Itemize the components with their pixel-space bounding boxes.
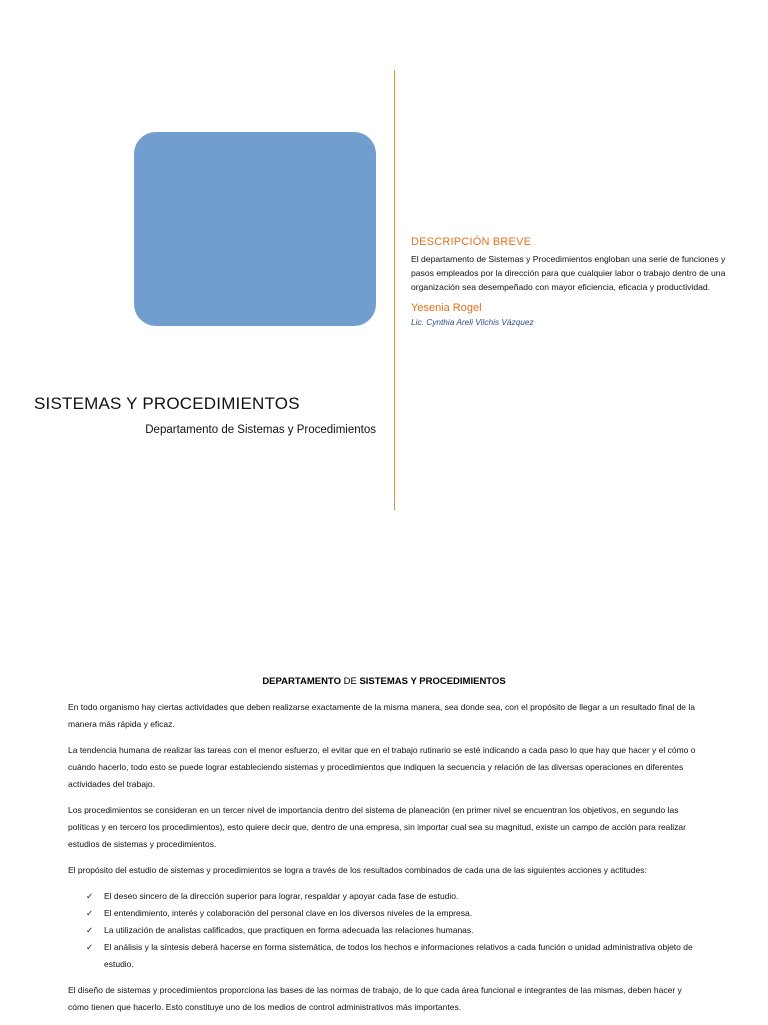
cover-subtitle: Departamento de Sistemas y Procedimientos <box>145 424 376 436</box>
list-item <box>86 905 700 922</box>
bullet-list <box>68 888 700 973</box>
checkmark-icon: ✓ <box>86 908 94 918</box>
cover-image-box <box>134 132 376 326</box>
list-item <box>86 939 700 973</box>
list-item <box>86 888 700 905</box>
checkmark-icon: ✓ <box>86 891 94 901</box>
checkmark-icon: ✓ <box>86 925 94 935</box>
heading-part-2: DE <box>340 676 360 687</box>
description-text: El departamento de Sistemas y Procedimientos engloban una serie de funciones y pasos empleados por la dirección para que cualquier labor o trabajo dentro de una organización sea desempeñado con mayor eficiencia, eficacia y productividad. <box>411 254 726 293</box>
document-body <box>68 699 700 1025</box>
list-item-text: El deseo sincero de la dirección superior para lograr, respaldar y apoyar cada fase de estudio. <box>104 891 459 901</box>
heading-part-3: SISTEMAS Y PROCEDIMIENTOS <box>359 676 506 687</box>
paragraph: Los procedimientos se consideran en un tercer nivel de importancia dentro del sistema de planeación (en primer nivel se encuentran los objetivos, en segundo las políticas y en tercero los procedimientos), esto quiere decir que, dentro de una empresa, sin importar cual sea su magnitud, existe un campo de acción para realizar estudios de sistemas y procedimientos. <box>68 805 686 849</box>
closing-paragraph: El diseño de sistemas y procedimientos proporciona las bases de las normas de trabajo, de lo que cada área funcional e integrantes de las mismas, deben hacer y cómo tienen que hacerlo. Esto constituye uno de los medios de control administrativos más importantes. <box>68 985 682 1012</box>
paragraph: El propósito del estudio de sistemas y procedimientos se logra a través de los resultados combinados de cada una de las siguientes acciones y actitudes: <box>68 865 647 875</box>
author-name: Yesenia Rogel <box>411 301 482 314</box>
cover-divider-line <box>394 70 395 510</box>
author-subtitle: Lic. Cynthia Areli Vilchis Vázquez <box>411 316 534 327</box>
list-item <box>86 922 700 939</box>
list-item-text: La utilización de analistas calificados, que practiquen en forma adecuada las relaciones humanas. <box>104 925 474 935</box>
list-item-text: El análisis y la síntesis deberá hacerse en forma sistemática, de todos los hechos e informaciones relativos a cada función o unidad administrativa objeto de estudio. <box>104 942 693 969</box>
description-block <box>411 236 741 327</box>
checkmark-icon: ✓ <box>86 942 94 952</box>
cover-title: SISTEMAS Y PROCEDIMIENTOS <box>34 394 300 413</box>
paragraph: En todo organismo hay ciertas actividades que deben realizarse exactamente de la misma manera, sea donde sea, con el propósito de llegar a un resultado final de la manera más rápida y eficaz. <box>68 702 696 729</box>
paragraph: La tendencia humana de realizar las tareas con el menor esfuerzo, el evitar que en el trabajo rutinario se esté indicando a cada paso lo que hay que hacer y el cómo o cuándo hacerlo, todo esto se puede lograr estableciendo sistemas y procedimientos que indiquen la secuencia y relación de las diversas operaciones en diferentes actividades del trabajo. <box>68 745 696 789</box>
document-heading <box>0 676 768 687</box>
list-item-text: El entendimiento, interés y colaboración del personal clave en los diversos niveles de la empresa. <box>104 908 473 918</box>
description-heading: DESCRIPCIÓN BREVE <box>411 236 532 248</box>
heading-part-1: DEPARTAMENTO <box>262 676 341 687</box>
